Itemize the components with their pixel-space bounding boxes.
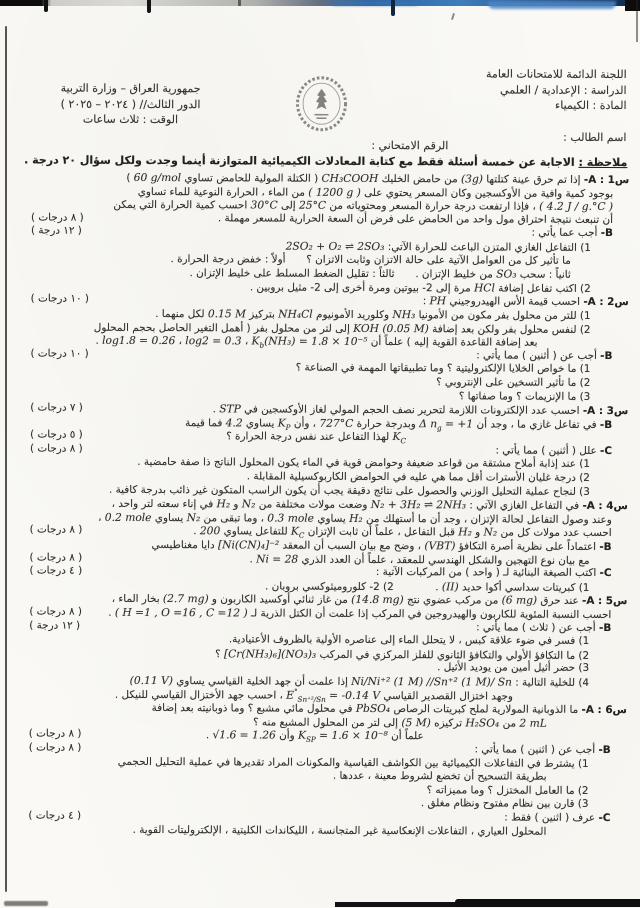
exam-line-text: B- أجب عن ( ثلاث ) مما يأتي : <box>476 621 612 634</box>
scan-artifact-right-edge <box>636 0 638 42</box>
exam-line-text: س6 : A- ما الذوبانية المولارية لملح كبريتات الرصاص PbSO₄ في محلول مائي مشبع ؟ وما ذوبانيته بعد إضافة <box>151 702 627 717</box>
exam-line-text: بعد إضافة القاعدة القوية إليه ) علماً أن $K_b(NH_3) = 1.8 \times 10^{-5}$ ، log2 = 0.3 ، log1.8 = 0.26 . <box>95 333 538 350</box>
exam-line-text: C- علل ( أثنين ) مما يأتي : <box>495 444 613 457</box>
exam-line-text: 4) للخلية التالية : Ni/Ni⁺² (1 M) //Sn⁺² (1 M)/ Sn إذا علمت أن جهد الخلية القياسي يساوي (0.11 V) <box>129 673 590 689</box>
exam-line-text: أن تنبعث نتيجة احتراق مول واحد من الحامض على فرض أن السعة الحرارية للمسعر مهملة . <box>217 212 614 226</box>
exam-line-text: 3) ما الإنزيمات ؟ وما صفاتها ؟ <box>458 389 591 403</box>
marks-label: ( ٨ درجات ) <box>31 211 84 224</box>
exam-note <box>24 153 627 169</box>
exam-line-text: 1) عند إذابة أملاح مشتقة من قواعد ضعيفة وحوامض قوية في الماء يكون المحلول الناتج ذا صفة حامضية . <box>137 456 591 471</box>
exam-line-text: $K_C$ لهذا التفاعل عند نفس درجة الحرارة ؟ <box>226 430 406 446</box>
exam-line-text: B- اعتماداً على نظرية أصرة التكافؤ (VBT) ، وضح مع بيان السبب أن المعقد [Ni(CN)₄]⁻² دايا مغناطيسي <box>151 538 612 554</box>
scan-artifact-blue-ink-2 <box>330 1 420 6</box>
marks-label: ( ٨ درجات ) <box>30 442 83 455</box>
exam-line-text: 2) لنفس محلول بفر ولكن بعد إضافة KOH (0.05 M) إلى لتر من محلول بفر ( أهمل التغير الحاصل بحجم المحلول <box>93 321 591 336</box>
header-study: الدراسة : الإعدادية / العلمي <box>500 83 627 98</box>
header-exam-number: الرقم الامتحاني : <box>371 138 449 153</box>
marks-label: ( ١٠ درجات ) <box>30 347 89 360</box>
exam-line-text: 2) ما تأثير التسخين على الإنتروبي ؟ <box>436 376 591 389</box>
exam-line-text: س2 : A- احسب قيمة الأس الهيدروجيني PH : <box>422 294 629 309</box>
marks-label: ( ١٢ درجة ) <box>30 224 82 238</box>
header-time: الوقت : ثلاث ساعات <box>82 112 179 127</box>
exam-line-text: 2 mL من H₂SO₄ تركيزه (5 M) إلى لتر من المحلول المشبع منه ؟ <box>253 715 547 730</box>
scan-artifact-tick <box>44 0 48 12</box>
marks-label: ( ٥ درجات ) <box>30 428 83 441</box>
exam-line-text: 1) التفاعل الغازي المتزن الباعث للحرارة الآتي: 2SO₂ + O₂ ⇌ 2SO₃ <box>285 239 591 254</box>
marks-label: ( ٨ درجات ) <box>29 551 83 564</box>
marks-label: ( ٤ درجات ) <box>28 809 82 822</box>
exam-line-text: علماً أن $K_{SP} = 1.6 \times 10^{-8}$ وأن √1.6 = 1.26 . <box>205 728 424 745</box>
exam-line-text: C- عرف ( اثنين ) فقط : <box>504 811 611 824</box>
marks-label: ( ٤ درجات ) <box>29 564 83 577</box>
marks-label: ( ٨ درجات ) <box>29 523 83 537</box>
scan-artifact-bottom-strip <box>455 899 640 907</box>
exam-line <box>2 823 626 839</box>
header-student-name: اسم الطالب : <box>563 130 627 145</box>
exam-line-text: بوجود كمية وافية من الأوكسجين وكان المسعر يحتوي على ( 1200 g ) من الماء ، الحرارة النوعية للماء تساوي <box>137 185 614 200</box>
exam-line-text: المحلول العياري ، التفاعلات الإنعكاسية غير المتجانسة ، الليكاندات الكليتية ، الإلكتروليتات القوية . <box>132 823 547 838</box>
exam-line-text: 2) ما التكافؤ الأولي والتكافؤ الثانوي للفلز المركزي في المركب [Cr(NH₃)₆](NO₃)₃ ؟ <box>215 647 590 662</box>
exam-line-text: 1) يشترط في التفاعلات الكيميائية بين الكواشف القياسية والمكونات المراد تقديرها في عملية التحليل الحجمي <box>117 755 589 770</box>
exam-line-text: B- أجب عن ( اثنين ) مما يأتي : <box>474 743 611 756</box>
exam-line-text: س4 : A- في التفاعل الغازي الآتي : N₂ + 3H₂ ⇌ 2NH₃ وضعت مولات مختلفة من N₂ و H₂ في إناء سعته لتر واحد ، <box>111 497 628 513</box>
exam-line-text: س1 : A- إذا تم حرق عينة كتلتها (3g) من حامض الخليك CH₃COOH ( الكتلة المولية للحامض تساوي 60 g/mol ) <box>126 170 630 187</box>
exam-line-text: س3 : A- احسب عدد الإلكترونات اللازمة لتحرير نصف الحجم المولي لغاز الأوكسجين في STP . <box>212 402 629 418</box>
exam-line-text: 3) لنجاح عملية التحليل الوزني والحصول على نتائج دقيقة يجب أن يكون الراسب المتكون غير ذائب بدرجة كافية . <box>108 483 590 498</box>
exam-line-text: احسب النسبة المئوية للكاربون والهيدروجين في المركب إذا علمت أن الكتل الذرية لـ ( H =1 , O =16 , C =12 ) . <box>108 605 612 621</box>
exam-line-text: احسب عدد مولات كل من N₂ و H₂ قبل التفاعل ، علماً أن ثابت الإتزان $K_C$ للتفاعل يساوي 200 . <box>193 524 612 541</box>
marks-label: ( ١٠ درجات ) <box>30 292 89 306</box>
exam-line-text: 1) فسر في ضوء علاقة كبس ، لا يتحلل الماء إلى عناصره الأولية بالظروف الأعتيادية. <box>228 633 590 648</box>
exam-line-text: ما تأثير كل من العوامل الآتية على حالة الاتزان وثابت الاتزان ؟ أولاً : خفض درجة الحرارة . <box>170 252 571 267</box>
exam-line-text: ( 4.2 J / g.°C ) ، فإذا ارتفعت درجة حرارة المسعر ومحتوياته من 25°C إلى 30°C احسب كمية الحرارة التي يمكن <box>113 198 614 214</box>
header-country: جمهورية العراق – وزارة التربية <box>60 81 201 96</box>
marks-label: ( ١٢ درجة ) <box>29 619 81 632</box>
scan-artifact-tick <box>238 0 241 6</box>
header-subject: المادة : الكيمياء <box>555 98 627 113</box>
exam-line-text: مع بيان نوع التهجين والشكل الهندسي للمعقد ، علماً أن العدد الذري Ni = 28 . <box>249 552 590 567</box>
scan-artifact-tick <box>147 0 151 13</box>
exam-line-text: وعند وصول التفاعل لحالة الإتزان ، وجد أن ما أستهلك من H₂ يساوي 0.3 mole ، وما تبقى من N₂ يساوي 0.2 mole ، <box>98 510 612 526</box>
exam-line-text: 2) اكتب تفاعل إضافة HCl مرة إلى 2- بيوتين ومرة أخرى إلى 2- مثيل بروبين . <box>249 281 591 295</box>
exam-line-text: 3) حضر أثيل أمين من يوديد الأثيل . <box>437 661 590 675</box>
note-label: ملاحظة : <box>578 155 628 170</box>
exam-line-text: 2) ما العامل المختزل ؟ وما مميزاته ؟ <box>426 783 589 797</box>
exam-line-text: 3) قارن بين نظام مفتوح ونظام مغلق . <box>420 797 589 811</box>
exam-line-text: 1) للتر من محلول بفر مكون من الأمونيا NH₃ وكلوريد الأمونيوم NH₄Cl بتركيز 0.15 M لكل منهما . <box>155 307 591 322</box>
scan-artifact-left-edge <box>5 26 7 892</box>
marks-label: ( ٨ درجات ) <box>29 605 82 618</box>
exam-line-text: B- في تفاعل غازي ما ، وجد أن Δ $n_g = +1$ وبدرجة حرارة 727°C ، وأن $K_P$ يساوي 4.2 فما قيمة <box>185 416 613 433</box>
header-round: الدور الثالث// ( ٢٠٢٤ – ٢٠٢٥ ) <box>60 97 201 112</box>
scan-artifact-blue-ink <box>488 1 616 9</box>
header-committee: اللجنة الدائمة للامتحانات العامة <box>486 67 627 82</box>
scan-artifact-tick <box>391 0 395 16</box>
note-text: الاجابة عن خمسة أسئلة فقط مع كتابة المعادلات الكيميائية المتوازنة أينما وجدت ولكل سؤال ٢٠ درجة . <box>24 153 575 169</box>
exam-line-text: ثانياً : سحب SO₃ من خليط الإتزان . ثالثاً : تقليل الضغط المسلط على خليط الإتزان . <box>189 267 571 281</box>
exam-line-text: 1) ما خواص الخلايا الإلكتروليتية ؟ وما تطبيقاتها المهمة في الصناعة ؟ <box>295 361 591 376</box>
marks-label: ( ٨ درجات ) <box>28 741 82 754</box>
exam-line-text: س5 : A- عند حرق (6 mg) من مركب عضوي نتج (14.8 mg) من غاز ثنائي أوكسيد الكاربون و (2.7 mg) بخار الماء ، <box>111 592 628 608</box>
exam-line-text: 1) كبريتات سداسي أكوا حديد (II) . 2) 2- كلوروميثوكسي بروبان . <box>264 580 590 594</box>
exam-line-text: وجهد اختزال القصدير القياسي $E^\circ_{Sn^{+2}/Sn} = -0.14$ V ، احسب جهد الأختزال القياسي للنيكل . <box>114 686 513 704</box>
questions <box>2 170 629 839</box>
exam-line-text: B- أجب عن ( أثنين ) مما يأتي : <box>476 349 613 362</box>
scan-artifact-smudge <box>4 901 48 906</box>
ministry-seal-icon <box>294 75 348 137</box>
marks-label: ( ٧ درجات ) <box>30 401 83 414</box>
marks-label: ( ٨ درجات ) <box>28 727 82 741</box>
exam-line-text: بطريقة التسحيح أن تخضع لشروط معينة ، عددها . <box>332 769 547 783</box>
exam-line-text: C- اكتب الصيغة البنائية لـ ( واحد ) من المركبات الآتية : <box>375 566 612 580</box>
exam-line-text: B- أجب عما يأتي : <box>531 227 614 240</box>
exam-line-text: 2) درجة غليان الأسترات أقل مما هي عليه في الحوامض الكاربوكسيلية المقابلة . <box>246 470 590 484</box>
